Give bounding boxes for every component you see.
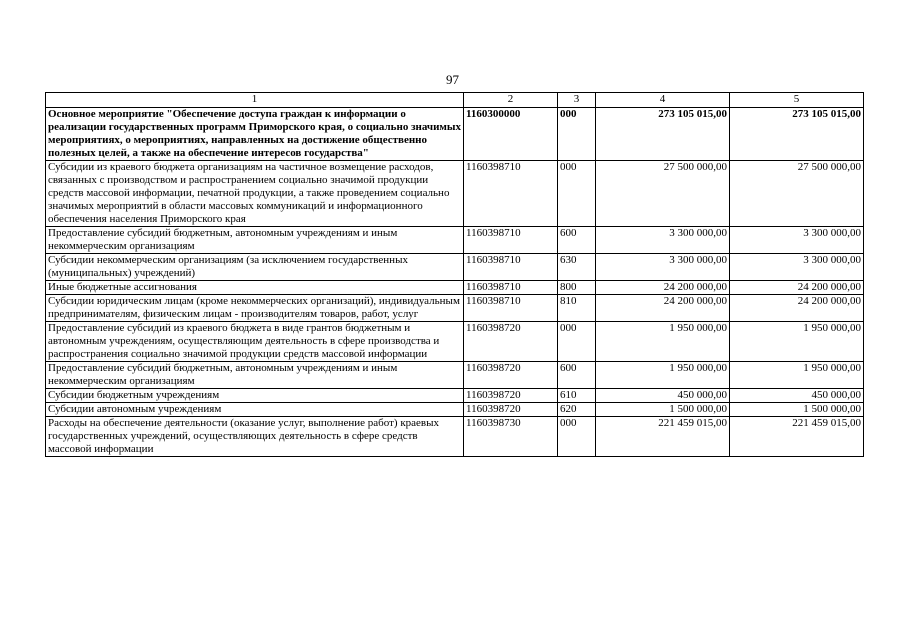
row-name-cell: Расходы на обеспечение деятельности (оказание услуг, выполнение работ) краевых государственных учреждений, осуществляющих деятельность в сфере средств массовой информации bbox=[46, 417, 464, 457]
column-number-4: 4 bbox=[596, 93, 730, 108]
column-number-row bbox=[46, 93, 864, 108]
row-amount-1-cell: 450 000,00 bbox=[596, 389, 730, 403]
row-amount-2-cell: 273 105 015,00 bbox=[730, 108, 864, 161]
table-row bbox=[46, 362, 864, 389]
row-amount-1-cell: 24 200 000,00 bbox=[596, 281, 730, 295]
row-type-cell: 600 bbox=[558, 227, 596, 254]
row-code-cell: 1160398730 bbox=[464, 417, 558, 457]
row-amount-2-cell: 221 459 015,00 bbox=[730, 417, 864, 457]
row-amount-1-cell: 221 459 015,00 bbox=[596, 417, 730, 457]
row-type-cell: 000 bbox=[558, 108, 596, 161]
row-amount-2-cell: 450 000,00 bbox=[730, 389, 864, 403]
row-amount-1-cell: 1 950 000,00 bbox=[596, 322, 730, 362]
row-amount-1-cell: 1 500 000,00 bbox=[596, 403, 730, 417]
row-amount-1-cell: 3 300 000,00 bbox=[596, 227, 730, 254]
row-amount-2-cell: 1 950 000,00 bbox=[730, 362, 864, 389]
row-name-cell: Предоставление субсидий из краевого бюджета в виде грантов бюджетным и автономным учреждениям, осуществляющим деятельность в сфере производства и распространения социально значимой продукции средств массовой информации bbox=[46, 322, 464, 362]
row-amount-2-cell: 1 500 000,00 bbox=[730, 403, 864, 417]
row-type-cell: 000 bbox=[558, 161, 596, 227]
table-row bbox=[46, 281, 864, 295]
row-name-cell: Предоставление субсидий бюджетным, автономным учреждениям и иным некоммерческим организациям bbox=[46, 227, 464, 254]
table-row bbox=[46, 403, 864, 417]
row-type-cell: 630 bbox=[558, 254, 596, 281]
column-number-2: 2 bbox=[464, 93, 558, 108]
row-type-cell: 000 bbox=[558, 417, 596, 457]
budget-table bbox=[45, 92, 864, 457]
table-body bbox=[46, 108, 864, 457]
table-row bbox=[46, 389, 864, 403]
row-code-cell: 1160398720 bbox=[464, 389, 558, 403]
row-amount-2-cell: 3 300 000,00 bbox=[730, 227, 864, 254]
row-type-cell: 610 bbox=[558, 389, 596, 403]
table-row bbox=[46, 254, 864, 281]
row-code-cell: 1160398710 bbox=[464, 227, 558, 254]
row-name-cell: Субсидии юридическим лицам (кроме некоммерческих организаций), индивидуальным предпринимателям, физическим лицам - производителям товаров, работ, услуг bbox=[46, 295, 464, 322]
row-amount-1-cell: 1 950 000,00 bbox=[596, 362, 730, 389]
row-amount-1-cell: 3 300 000,00 bbox=[596, 254, 730, 281]
row-amount-2-cell: 3 300 000,00 bbox=[730, 254, 864, 281]
table-header bbox=[46, 93, 864, 108]
row-code-cell: 1160398710 bbox=[464, 254, 558, 281]
row-amount-1-cell: 27 500 000,00 bbox=[596, 161, 730, 227]
row-name-cell: Предоставление субсидий бюджетным, автономным учреждениям и иным некоммерческим организациям bbox=[46, 362, 464, 389]
row-type-cell: 600 bbox=[558, 362, 596, 389]
row-amount-2-cell: 27 500 000,00 bbox=[730, 161, 864, 227]
row-amount-2-cell: 24 200 000,00 bbox=[730, 295, 864, 322]
table-row bbox=[46, 417, 864, 457]
page-number: 97 bbox=[446, 72, 459, 87]
table-row bbox=[46, 161, 864, 227]
row-amount-1-cell: 24 200 000,00 bbox=[596, 295, 730, 322]
row-amount-1-cell: 273 105 015,00 bbox=[596, 108, 730, 161]
row-code-cell: 1160398720 bbox=[464, 362, 558, 389]
row-amount-2-cell: 24 200 000,00 bbox=[730, 281, 864, 295]
table-row bbox=[46, 295, 864, 322]
row-name-cell: Субсидии бюджетным учреждениям bbox=[46, 389, 464, 403]
row-code-cell: 1160398710 bbox=[464, 295, 558, 322]
row-name-cell: Иные бюджетные ассигнования bbox=[46, 281, 464, 295]
table-row bbox=[46, 108, 864, 161]
row-type-cell: 620 bbox=[558, 403, 596, 417]
row-type-cell: 000 bbox=[558, 322, 596, 362]
row-name-cell: Основное мероприятие "Обеспечение доступа граждан к информации о реализации государственных программ Приморского края, о социально значимых мероприятиях, о мероприятиях, направленных на достижение общественно полезных целей, а также на обеспечение интересов государства" bbox=[46, 108, 464, 161]
row-name-cell: Субсидии автономным учреждениям bbox=[46, 403, 464, 417]
row-name-cell: Субсидии некоммерческим организациям (за исключением государственных (муниципальных) учреждений) bbox=[46, 254, 464, 281]
column-number-5: 5 bbox=[730, 93, 864, 108]
row-amount-2-cell: 1 950 000,00 bbox=[730, 322, 864, 362]
table-row bbox=[46, 322, 864, 362]
row-code-cell: 1160398710 bbox=[464, 161, 558, 227]
row-code-cell: 1160398720 bbox=[464, 322, 558, 362]
row-code-cell: 1160398710 bbox=[464, 281, 558, 295]
row-code-cell: 1160398720 bbox=[464, 403, 558, 417]
column-number-3: 3 bbox=[558, 93, 596, 108]
row-type-cell: 800 bbox=[558, 281, 596, 295]
row-name-cell: Субсидии из краевого бюджета организациям на частичное возмещение расходов, связанных с производством и распространением социально значимой продукции средств массовой информации, печатной продукции, а также проведением социально значимых мероприятий в области массовых коммуникаций и информационного обеспечения населения Приморского края bbox=[46, 161, 464, 227]
table-row bbox=[46, 227, 864, 254]
row-code-cell: 1160300000 bbox=[464, 108, 558, 161]
row-type-cell: 810 bbox=[558, 295, 596, 322]
column-number-1: 1 bbox=[46, 93, 464, 108]
